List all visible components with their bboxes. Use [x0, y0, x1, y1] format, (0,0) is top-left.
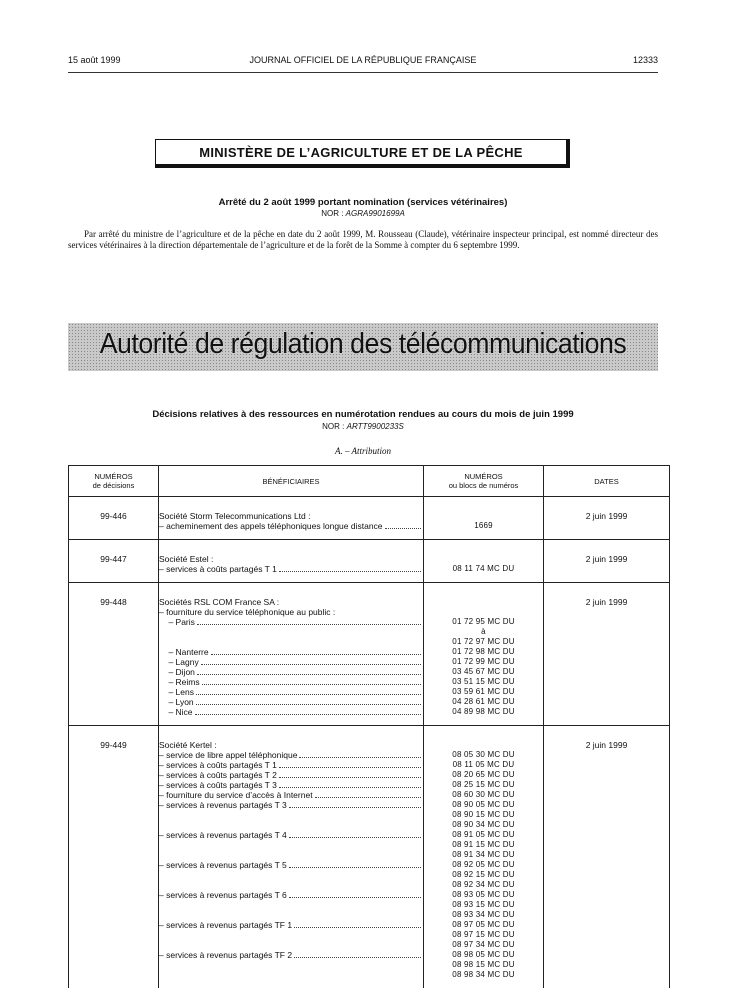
beneficiary-line	[159, 667, 423, 677]
arrete-nor-label: NOR :	[321, 209, 344, 218]
number-block	[424, 740, 543, 750]
decision-nor-code: ARTT9900233S	[346, 422, 404, 431]
dot-leader	[195, 714, 421, 715]
beneficiary-line	[159, 820, 423, 830]
beneficiary-line	[159, 780, 423, 790]
dot-leader	[289, 867, 421, 868]
beneficiary-text: – Lagny	[159, 657, 199, 667]
dot-leader	[385, 528, 421, 529]
beneficiary-text: – services à coûts partagés T 1	[159, 564, 277, 574]
beneficiary-text: – Reims	[159, 677, 200, 687]
number-block: 01 72 97 MC DU	[452, 637, 515, 646]
beneficiary-line	[159, 770, 423, 780]
beneficiary-line	[159, 617, 423, 627]
beneficiary-line	[159, 657, 423, 667]
decision-nor	[68, 422, 658, 431]
number-block: 08 92 15 MC DU	[452, 870, 515, 879]
col-numeros-header-line1: NUMÉROS	[464, 472, 503, 481]
date-cell	[544, 497, 670, 540]
date-cell	[544, 540, 670, 583]
beneficiary-text: Société Storm Telecommunications Ltd :	[159, 511, 311, 521]
col-decisions-header-line1: NUMÉROS	[94, 472, 133, 481]
attribution-table	[68, 465, 670, 988]
numbers-cell	[424, 540, 544, 583]
beneficiary-text: – services à coûts partagés T 2	[159, 770, 277, 780]
beneficiary-text: Société Estel :	[159, 554, 214, 564]
beneficiary-cell	[159, 726, 424, 989]
decision-number: 99-447	[100, 554, 127, 564]
number-block: 03 51 15 MC DU	[452, 677, 515, 686]
number-block: 08 91 34 MC DU	[452, 850, 515, 859]
beneficiary-text: – services à coûts partagés T 1	[159, 760, 277, 770]
section-heading	[68, 446, 658, 456]
date-cell	[544, 726, 670, 989]
dot-leader	[294, 957, 421, 958]
number-block: 08 90 34 MC DU	[452, 820, 515, 829]
number-block: 08 98 05 MC DU	[452, 950, 515, 959]
number-block: 08 11 74 MC DU	[452, 564, 515, 573]
beneficiary-cell	[159, 583, 424, 726]
number-block: 08 91 15 MC DU	[452, 840, 515, 849]
dot-leader	[315, 797, 421, 798]
beneficiary-line	[159, 627, 423, 637]
beneficiary-text: – fourniture du service téléphonique au public :	[159, 607, 336, 617]
beneficiary-line	[159, 830, 423, 840]
beneficiary-text: – service de libre appel téléphonique	[159, 750, 298, 760]
col-decisions-header	[69, 466, 159, 497]
beneficiary-text: – Nice	[159, 707, 193, 717]
beneficiary-cell	[159, 540, 424, 583]
beneficiary-line	[159, 707, 423, 717]
beneficiary-text: Sociétés RSL COM France SA :	[159, 597, 280, 607]
beneficiary-line	[159, 900, 423, 910]
dot-leader	[202, 684, 421, 685]
number-block: 08 60 30 MC DU	[452, 790, 515, 799]
page-header	[68, 55, 658, 69]
dot-leader	[289, 807, 421, 808]
beneficiary-line	[159, 960, 423, 970]
beneficiary-text: – services à revenus partagés TF 1	[159, 920, 293, 930]
beneficiary-line	[159, 637, 423, 647]
dot-leader	[201, 664, 421, 665]
beneficiary-line	[159, 950, 423, 960]
number-block: 08 25 15 MC DU	[452, 780, 515, 789]
arrete-body: Par arrêté du ministre de l’agriculture et de la pêche en date du 2 août 1999, M. Rousseau (Claude), vétérinaire inspecteur principal, est nommé directeur des services vétérinaires à la direction départementale de l’agriculture et de la forêt de la Somme à compter du 6 septembre 1999.	[68, 229, 658, 250]
dot-leader	[279, 787, 421, 788]
dot-leader	[197, 674, 421, 675]
number-block: 08 92 34 MC DU	[452, 880, 515, 889]
decision-number-cell	[69, 583, 159, 726]
header-page-number: 12333	[632, 55, 658, 65]
beneficiary-line	[159, 930, 423, 940]
decision-number: 99-449	[100, 740, 127, 750]
table-row	[69, 540, 670, 583]
number-block: 08 91 05 MC DU	[452, 830, 515, 839]
beneficiary-text: – services à revenus partagés TF 2	[159, 950, 293, 960]
number-block: à	[481, 627, 486, 636]
beneficiary-line	[159, 800, 423, 810]
beneficiary-line	[159, 677, 423, 687]
beneficiary-line	[159, 850, 423, 860]
dot-leader	[197, 624, 421, 625]
number-block: 03 59 61 MC DU	[452, 687, 515, 696]
number-block: 04 89 98 MC DU	[452, 707, 515, 716]
number-block: 08 90 05 MC DU	[452, 800, 515, 809]
number-block	[424, 511, 543, 521]
decision-date: 2 juin 1999	[585, 554, 628, 564]
decision-number: 99-446	[100, 511, 127, 521]
table-header-row	[69, 466, 670, 497]
numbers-cell	[424, 726, 544, 989]
number-block: 08 97 15 MC DU	[452, 930, 515, 939]
header-journal: JOURNAL OFFICIEL DE LA RÉPUBLIQUE FRANÇAISE	[249, 55, 477, 65]
beneficiary-line	[159, 870, 423, 880]
number-block: 01 72 98 MC DU	[452, 647, 515, 656]
beneficiary-line	[159, 790, 423, 800]
dot-leader	[279, 767, 421, 768]
beneficiary-text: – acheminement des appels téléphoniques longue distance	[159, 521, 383, 531]
number-block: 08 11 05 MC DU	[452, 760, 515, 769]
number-block: 08 93 15 MC DU	[452, 900, 515, 909]
beneficiary-text: – services à revenus partagés T 3	[159, 800, 287, 810]
beneficiary-line	[159, 840, 423, 850]
beneficiary-text: – Paris	[159, 617, 195, 627]
section-label: A. – Attribution	[334, 446, 392, 456]
beneficiary-line	[159, 910, 423, 920]
beneficiary-line	[159, 920, 423, 930]
beneficiary-line	[159, 860, 423, 870]
dot-leader	[289, 897, 421, 898]
number-block	[424, 597, 543, 607]
beneficiary-line	[159, 597, 423, 607]
beneficiary-text: – services à coûts partagés T 3	[159, 780, 277, 790]
beneficiary-line	[159, 740, 423, 750]
beneficiary-text: – Lyon	[159, 697, 194, 707]
beneficiary-text: – Nanterre	[159, 647, 209, 657]
dot-leader	[279, 777, 421, 778]
col-numeros-header-line2: ou blocs de numéros	[448, 481, 519, 490]
number-block: 08 20 65 MC DU	[452, 770, 515, 779]
number-block: 04 28 61 MC DU	[452, 697, 515, 706]
dot-leader	[299, 757, 421, 758]
decision-date: 2 juin 1999	[585, 597, 628, 607]
beneficiary-line	[159, 521, 423, 531]
beneficiary-text: – services à revenus partagés T 4	[159, 830, 287, 840]
arrete-nor	[68, 209, 658, 218]
table-row	[69, 497, 670, 540]
number-block	[424, 554, 543, 564]
beneficiary-text: – Dijon	[159, 667, 195, 677]
authority-banner	[68, 323, 658, 371]
number-block: 08 97 05 MC DU	[452, 920, 515, 929]
table-row	[69, 726, 670, 989]
dot-leader	[196, 704, 421, 705]
number-block	[424, 607, 543, 617]
decision-date: 2 juin 1999	[585, 740, 628, 750]
beneficiary-line	[159, 564, 423, 574]
beneficiary-text: – fourniture du service d’accès à Internet	[159, 790, 313, 800]
number-block: 1669	[474, 521, 493, 530]
col-decisions-header-line2: de décisions	[92, 481, 135, 490]
beneficiary-text: – services à revenus partagés T 5	[159, 860, 287, 870]
number-block: 03 45 67 MC DU	[452, 667, 515, 676]
beneficiary-line	[159, 750, 423, 760]
beneficiary-cell	[159, 497, 424, 540]
number-block: 08 90 15 MC DU	[452, 810, 515, 819]
number-block: 08 98 15 MC DU	[452, 960, 515, 969]
beneficiary-line	[159, 760, 423, 770]
number-block: 08 97 34 MC DU	[452, 940, 515, 949]
dot-leader	[279, 571, 421, 572]
dot-leader	[211, 654, 421, 655]
number-block: 08 92 05 MC DU	[452, 860, 515, 869]
number-block: 01 72 95 MC DU	[452, 617, 515, 626]
authority-banner-title: Autorité de régulation des télécommunications	[99, 328, 627, 360]
beneficiary-line	[159, 554, 423, 564]
decision-number: 99-448	[100, 597, 127, 607]
header-date: 15 août 1999	[68, 55, 121, 65]
numbers-cell	[424, 497, 544, 540]
dot-leader	[196, 694, 421, 695]
number-block: 01 72 99 MC DU	[452, 657, 515, 666]
ministry-title: MINISTÈRE DE L’AGRICULTURE ET DE LA PÊCHE	[155, 139, 567, 165]
number-block: 08 05 30 MC DU	[452, 750, 515, 759]
beneficiary-line	[159, 940, 423, 950]
arrete-nor-code: AGRA9901699A	[345, 209, 405, 218]
header-rule	[68, 72, 658, 73]
beneficiary-line	[159, 697, 423, 707]
beneficiary-line	[159, 511, 423, 521]
dot-leader	[294, 927, 421, 928]
beneficiary-text: – services à revenus partagés T 6	[159, 890, 287, 900]
col-beneficiaires-header: BÉNÉFICIAIRES	[159, 466, 424, 497]
beneficiary-line	[159, 810, 423, 820]
decision-title: Décisions relatives à des ressources en numérotation rendues au cours du mois de juin 1999	[152, 409, 574, 420]
decision-number-cell	[69, 540, 159, 583]
beneficiary-line	[159, 647, 423, 657]
beneficiary-line	[159, 687, 423, 697]
number-block: 08 98 34 MC DU	[452, 970, 515, 979]
beneficiary-line	[159, 970, 423, 980]
col-dates-header: DATES	[544, 466, 670, 497]
decision-number-cell	[69, 497, 159, 540]
decision-nor-label: NOR :	[322, 422, 345, 431]
beneficiary-text: Société Kertel :	[159, 740, 217, 750]
number-block: 08 93 34 MC DU	[452, 910, 515, 919]
table-row	[69, 583, 670, 726]
numbers-cell	[424, 583, 544, 726]
beneficiary-line	[159, 607, 423, 617]
decision-number-cell	[69, 726, 159, 989]
date-cell	[544, 583, 670, 726]
number-block: 08 93 05 MC DU	[452, 890, 515, 899]
beneficiary-text: – Lens	[159, 687, 194, 697]
beneficiary-line	[159, 890, 423, 900]
table-body	[69, 497, 670, 989]
beneficiary-line	[159, 880, 423, 890]
dot-leader	[289, 837, 421, 838]
arrete-title: Arrêté du 2 août 1999 portant nomination (services vétérinaires)	[218, 197, 508, 208]
decision-date: 2 juin 1999	[585, 511, 628, 521]
col-numeros-header	[424, 466, 544, 497]
